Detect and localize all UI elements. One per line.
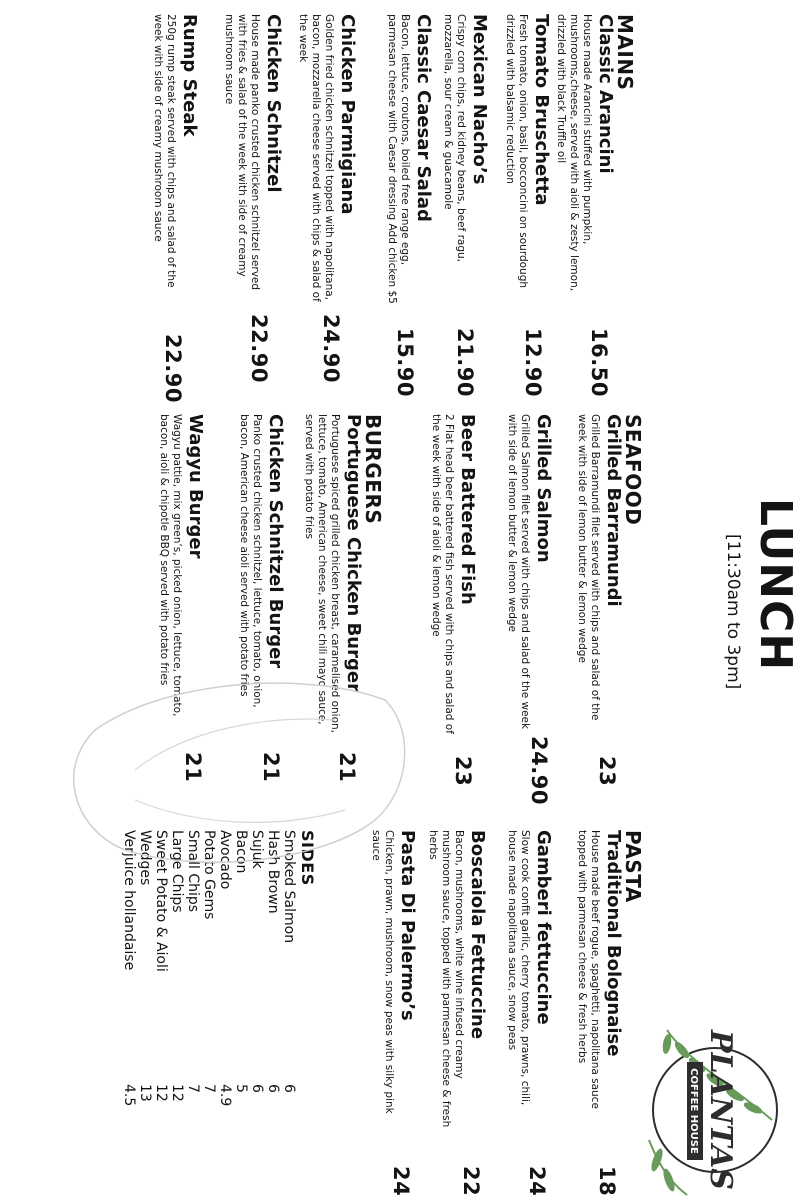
item-name: Mexican Nacho’s [469, 14, 490, 185]
side-item: Smoked Salmon [281, 830, 297, 944]
side-item: Potato Gems [201, 830, 217, 920]
sides-title: SIDES [298, 830, 317, 886]
item-price: 23 [451, 756, 475, 787]
item-name: Chicken Schnitzel Burger [265, 414, 286, 669]
item-price: 24.90 [319, 314, 343, 383]
item-desc: Bacon, lettuce, croutons, boiled free range egg, parmesan cheese with Caesar dressing Add chicken $5 [386, 14, 411, 304]
side-price: 12 [153, 1084, 169, 1102]
item-name: Rump Steak [179, 14, 200, 137]
side-price: 13 [137, 1084, 153, 1102]
item-price: 21 [335, 752, 359, 783]
item-desc: House made panko crusted chicken schnitzel served with fries & salad of the week with side of creamy mushroom sauce [223, 14, 261, 291]
menu-title: LUNCH [750, 498, 801, 672]
menu-item [575, 830, 623, 1130]
item-price: 23 [595, 756, 619, 787]
menu-item [441, 14, 489, 314]
menu-item [503, 14, 551, 314]
item-price: 24 [525, 1166, 549, 1197]
menu-item [575, 414, 623, 734]
item-name: Traditional Bolognaise [603, 830, 624, 1057]
item-name: Tomato Bruschetta [531, 14, 552, 206]
item-name: Pasta Di Palermo’s [397, 830, 418, 1021]
burgers-title: BURGERS [361, 414, 385, 525]
item-name: Classic Arancini [595, 14, 616, 174]
side-item: Hash Brown [265, 830, 281, 914]
item-desc: Slow cook confit garlic, cherry tomato, prawns, chili, house made napolitana sauce, snow peas [506, 830, 531, 1106]
item-name: Chicken Parmigiana [337, 14, 358, 215]
item-desc: Grilled Barramundi filet served with chips and salad of the week with side of lemon butter & lemon wedge [576, 414, 601, 721]
side-item: Sweet Potato & Aioli [153, 830, 169, 972]
menu-item [296, 14, 357, 314]
item-price: 12.90 [521, 328, 545, 397]
side-price: 6 [281, 1084, 297, 1093]
menu-item [429, 414, 477, 734]
side-price: 7 [185, 1084, 201, 1093]
item-desc: Chicken, prawn, mushroom, snow peas with silky pink sauce [370, 830, 395, 1114]
item-desc: 250g rump steak served with chips and salad of the week with side of creamy mushroom sauce [152, 14, 177, 288]
side-price: 4.5 [121, 1084, 137, 1107]
item-name: Chicken Schnitzel [263, 14, 284, 193]
item-name: Gamberi fettuccine [533, 830, 554, 1025]
item-desc: Fresh tomato, onion, basil, bocconcini on sourdough drizzled with balsamic reduction [504, 14, 529, 289]
menu-item [426, 830, 487, 1130]
menu-item [505, 414, 553, 734]
item-desc: Golden fried chicken schnitzel topped with napolitana, bacon, mozzarella cheese served with chips & salad of the week [297, 14, 335, 302]
side-price: 6 [249, 1084, 265, 1093]
item-desc: Panko crusted chicken schnitzel, lettuce, tomato, onion, bacon, American cheese aioli served with potato fries [238, 414, 263, 708]
menu-item [505, 830, 553, 1130]
item-desc: House made Arancini stuffed with pumpkin, mushrooms,cheese, served with aioli & zesty lemon, drizzled with black Truffle oil [555, 14, 593, 292]
side-item: Small Chips [185, 830, 201, 913]
item-desc: Crispy corn chips, red kidney beans, beef ragu, mozzarella, sour cream & guacamole [442, 14, 467, 262]
item-price: 21 [259, 752, 283, 783]
side-item: Large Chips [169, 830, 185, 913]
seafood-title: SEAFOOD [621, 414, 645, 526]
side-price: 4.9 [217, 1084, 233, 1107]
side-item: Verjuice hollandaise [121, 830, 137, 971]
item-price: 24 [389, 1166, 413, 1197]
item-name: Grilled Barramundi [603, 414, 624, 607]
background-sketch [45, 660, 425, 880]
side-price: 6 [265, 1084, 281, 1093]
menu-item [385, 14, 433, 314]
pasta-title: PASTA [621, 830, 645, 903]
menu-item [554, 14, 615, 314]
item-desc: House made beef rogue, spaghetti, napolitana sauce topped with parmesan cheese & fresh herbs [576, 830, 601, 1109]
item-name: Beer Battered Fish [457, 414, 478, 605]
item-price: 18 [595, 1166, 619, 1197]
leaf-icon [637, 1010, 797, 1200]
item-name: Boscaiola Fettuccine [467, 830, 488, 1040]
item-price: 22 [459, 1166, 483, 1197]
item-price: 24.90 [527, 736, 551, 805]
cafe-logo [637, 1010, 797, 1200]
item-desc: 2 Flat head beer battered fish served with chips and salad of the week with side of aioli & lemon wedge [430, 414, 455, 734]
menu-hours: [11:30am to 3pm] [723, 534, 743, 690]
item-desc: Wagyu pattie, mix green’s, picked onion, lettuce, tomato, bacon, aioli & chipotle BBQ served with potato fries [158, 414, 183, 717]
mains-title: MAINS [613, 14, 637, 91]
item-name: Portuguese Chicken Burger [343, 414, 364, 692]
logo-name: PLANTAS [703, 1030, 738, 1190]
item-name: Classic Caesar Salad [413, 14, 434, 222]
item-name: Grilled Salmon [533, 414, 554, 563]
item-name: Wagyu Burger [185, 414, 206, 559]
item-price: 22.90 [161, 334, 185, 403]
item-price: 16.50 [587, 328, 611, 397]
item-price: 21 [181, 752, 205, 783]
item-price: 21.90 [453, 328, 477, 397]
side-item: Avocado [217, 830, 233, 890]
item-price: 22.90 [247, 314, 271, 383]
side-item: Wedges [137, 830, 153, 886]
logo-tagline: COFFEE HOUSE [688, 1068, 699, 1154]
side-price: 7 [201, 1084, 217, 1093]
side-item: Bacon [233, 830, 249, 874]
item-desc: Grilled Salmon filet served with chips and salad of the week with side of lemon butter & lemon wedge [506, 414, 531, 730]
side-price: 12 [169, 1084, 185, 1102]
side-price: 5 [233, 1084, 249, 1093]
menu-item [151, 14, 199, 314]
item-desc: Bacon, mushrooms, white wine infused creamy mushroom sauce, topped with parmesan cheese & fresh herbs [427, 830, 465, 1128]
menu-item [222, 14, 283, 314]
side-item: Sujuk [249, 830, 265, 869]
item-desc: Portuguese spiced grilled chicken breast, caramelised onion, lettuce, tomato, American cheese, sweet chili mayo sauce, served with potato fries [303, 414, 341, 734]
item-price: 15.90 [393, 328, 417, 397]
